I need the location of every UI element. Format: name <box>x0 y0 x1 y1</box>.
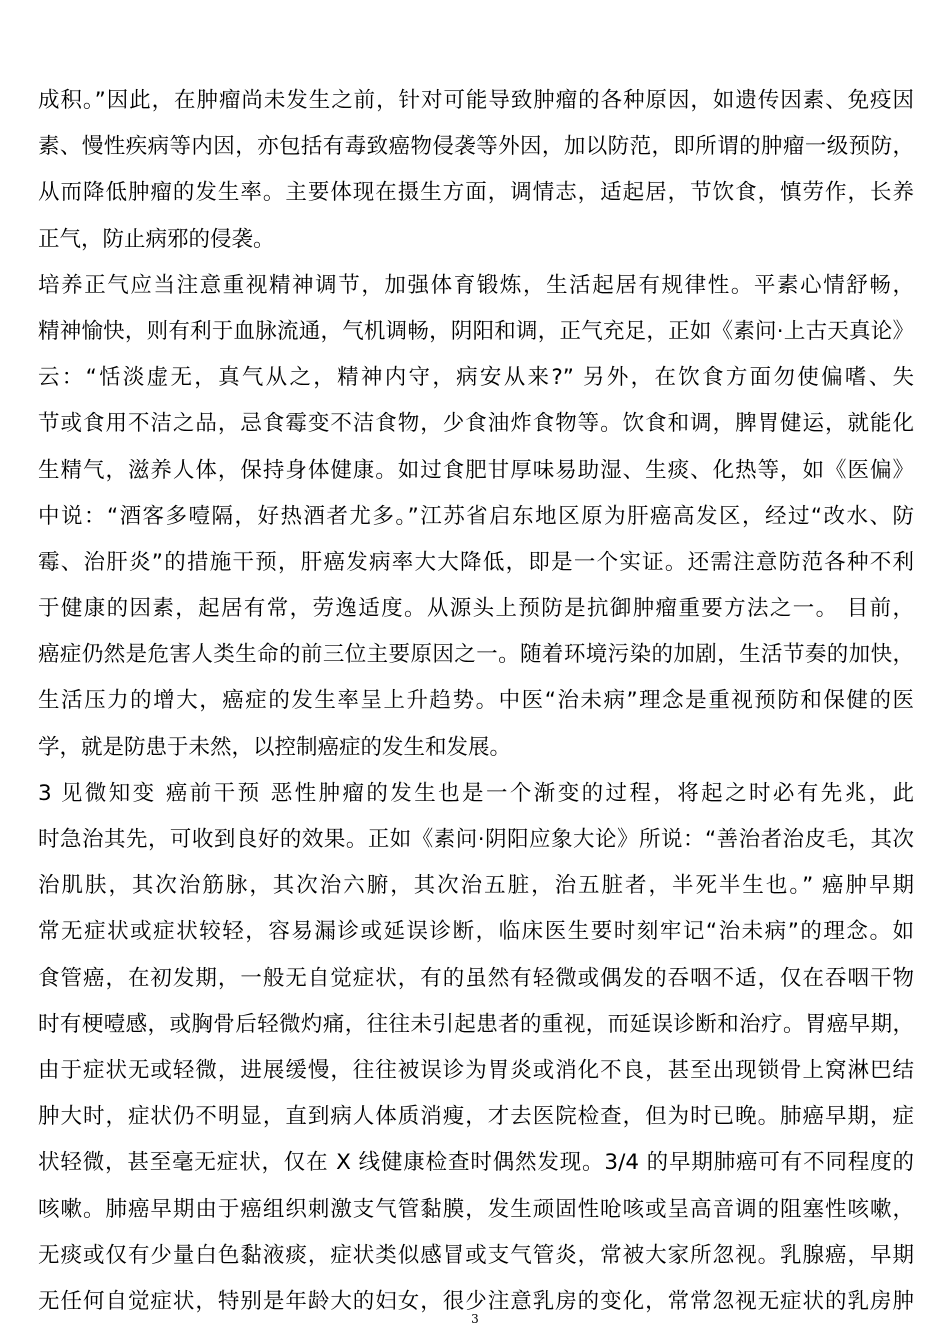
text-line: 生精气，滋养人体，保持身体健康。如过食肥甘厚味易助湿、生痰、化热等，如《医偏》 <box>38 457 914 483</box>
text-line: 由于症状无或轻微，进展缓慢，往往被误诊为胃炎或消化不良，甚至出现锁骨上窝淋巴结 <box>38 1057 914 1083</box>
text-line: 中说：“酒客多噎隔，好热酒者尤多。”江苏省启东地区原为肝癌高发区，经过“改水、防 <box>38 503 914 529</box>
body-text <box>38 78 914 1325</box>
text-line: 时有梗噎感，或胸骨后轻微灼痛，往往未引起患者的重视，而延误诊断和治疗。胃癌早期， <box>38 1011 914 1037</box>
text-line: 食管癌，在初发期，一般无自觉症状，有的虽然有轻微或偶发的吞咽不适，仅在吞咽干物 <box>38 965 914 991</box>
text-line: 生活压力的增大，癌症的发生率呈上升趋势。中医“治未病”理念是重视预防和保健的医 <box>38 688 914 714</box>
text-line: 成积。”因此，在肿瘤尚未发生之前，针对可能导致肿瘤的各种原因，如遗传因素、免疫因 <box>38 88 914 113</box>
page-number: 3 <box>471 1312 479 1326</box>
text-line: 咳嗽。肺癌早期由于癌组织刺激支气管黏膜，发生顽固性呛咳或呈高音调的阻塞性咳嗽， <box>38 1196 914 1222</box>
text-line: 状轻微，甚至毫无症状，仅在 X 线健康检查时偶然发现。3/4 的早期肺癌可有不同程度的 <box>38 1150 914 1176</box>
text-line: 无痰或仅有少量白色黏液痰，症状类似感冒或支气管炎，常被大家所忽视。乳腺癌，早期 <box>38 1242 914 1268</box>
text-line: 从而降低肿瘤的发生率。主要体现在摄生方面，调情志，适起居，节饮食，慎劳作，长养 <box>38 180 914 206</box>
text-line: 学，就是防患于未然，以控制癌症的发生和发展。 <box>38 734 512 760</box>
text-line: 治肌肤，其次治筋脉，其次治六腑，其次治五脏，治五脏者，半死半生也。” 癌肿早期 <box>38 873 914 899</box>
text-line: 精神愉快，则有利于血脉流通，气机调畅，阴阳和调，正气充足，正如《素问·上古天真论》 <box>38 318 914 344</box>
text-line: 云：“恬淡虚无，真气从之，精神内守，病安从来?” 另外，在饮食方面勿使偏嗜、失 <box>38 365 914 391</box>
text-line: 培养正气应当注意重视精神调节，加强体育锻炼，生活起居有规律性。平素心情舒畅， <box>38 272 914 298</box>
text-line: 正气，防止病邪的侵袭。 <box>38 226 275 252</box>
text-line: 素、慢性疾病等内因，亦包括有毒致癌物侵袭等外因，加以防范，即所谓的肿瘤一级预防， <box>38 134 914 160</box>
text-line: 节或食用不洁之品，忌食霉变不洁食物，少食油炸食物等。饮食和调，脾胃健运，就能化 <box>38 411 914 437</box>
text-line: 时急治其先，可收到良好的效果。正如《素问·阴阳应象大论》所说：“善治者治皮毛，其次 <box>38 827 914 852</box>
text-line: 于健康的因素，起居有常，劳逸适度。从源头上预防是抗御肿瘤重要方法之一。 目前， <box>38 596 914 622</box>
text-line: 无任何自觉症状，特别是年龄大的妇女，很少注意乳房的变化，常常忽视无症状的乳房肿 <box>38 1288 914 1314</box>
text-line: 3 见微知变 癌前干预 恶性肿瘤的发生也是一个渐变的过程，将起之时必有先兆，此 <box>38 780 914 806</box>
text-line: 癌症仍然是危害人类生命的前三位主要原因之一。随着环境污染的加剧，生活节奏的加快， <box>38 642 914 668</box>
text-line: 肿大时，症状仍不明显，直到病人体质消瘦，才去医院检查，但为时已晚。肺癌早期，症 <box>38 1104 914 1130</box>
text-line: 常无症状或症状较轻，容易漏诊或延误诊断，临床医生要时刻牢记“治未病”的理念。如 <box>38 919 914 945</box>
text-line: 霉、治肝炎”的措施干预，肝癌发病率大大降低，即是一个实证。还需注意防范各种不利 <box>38 549 914 575</box>
